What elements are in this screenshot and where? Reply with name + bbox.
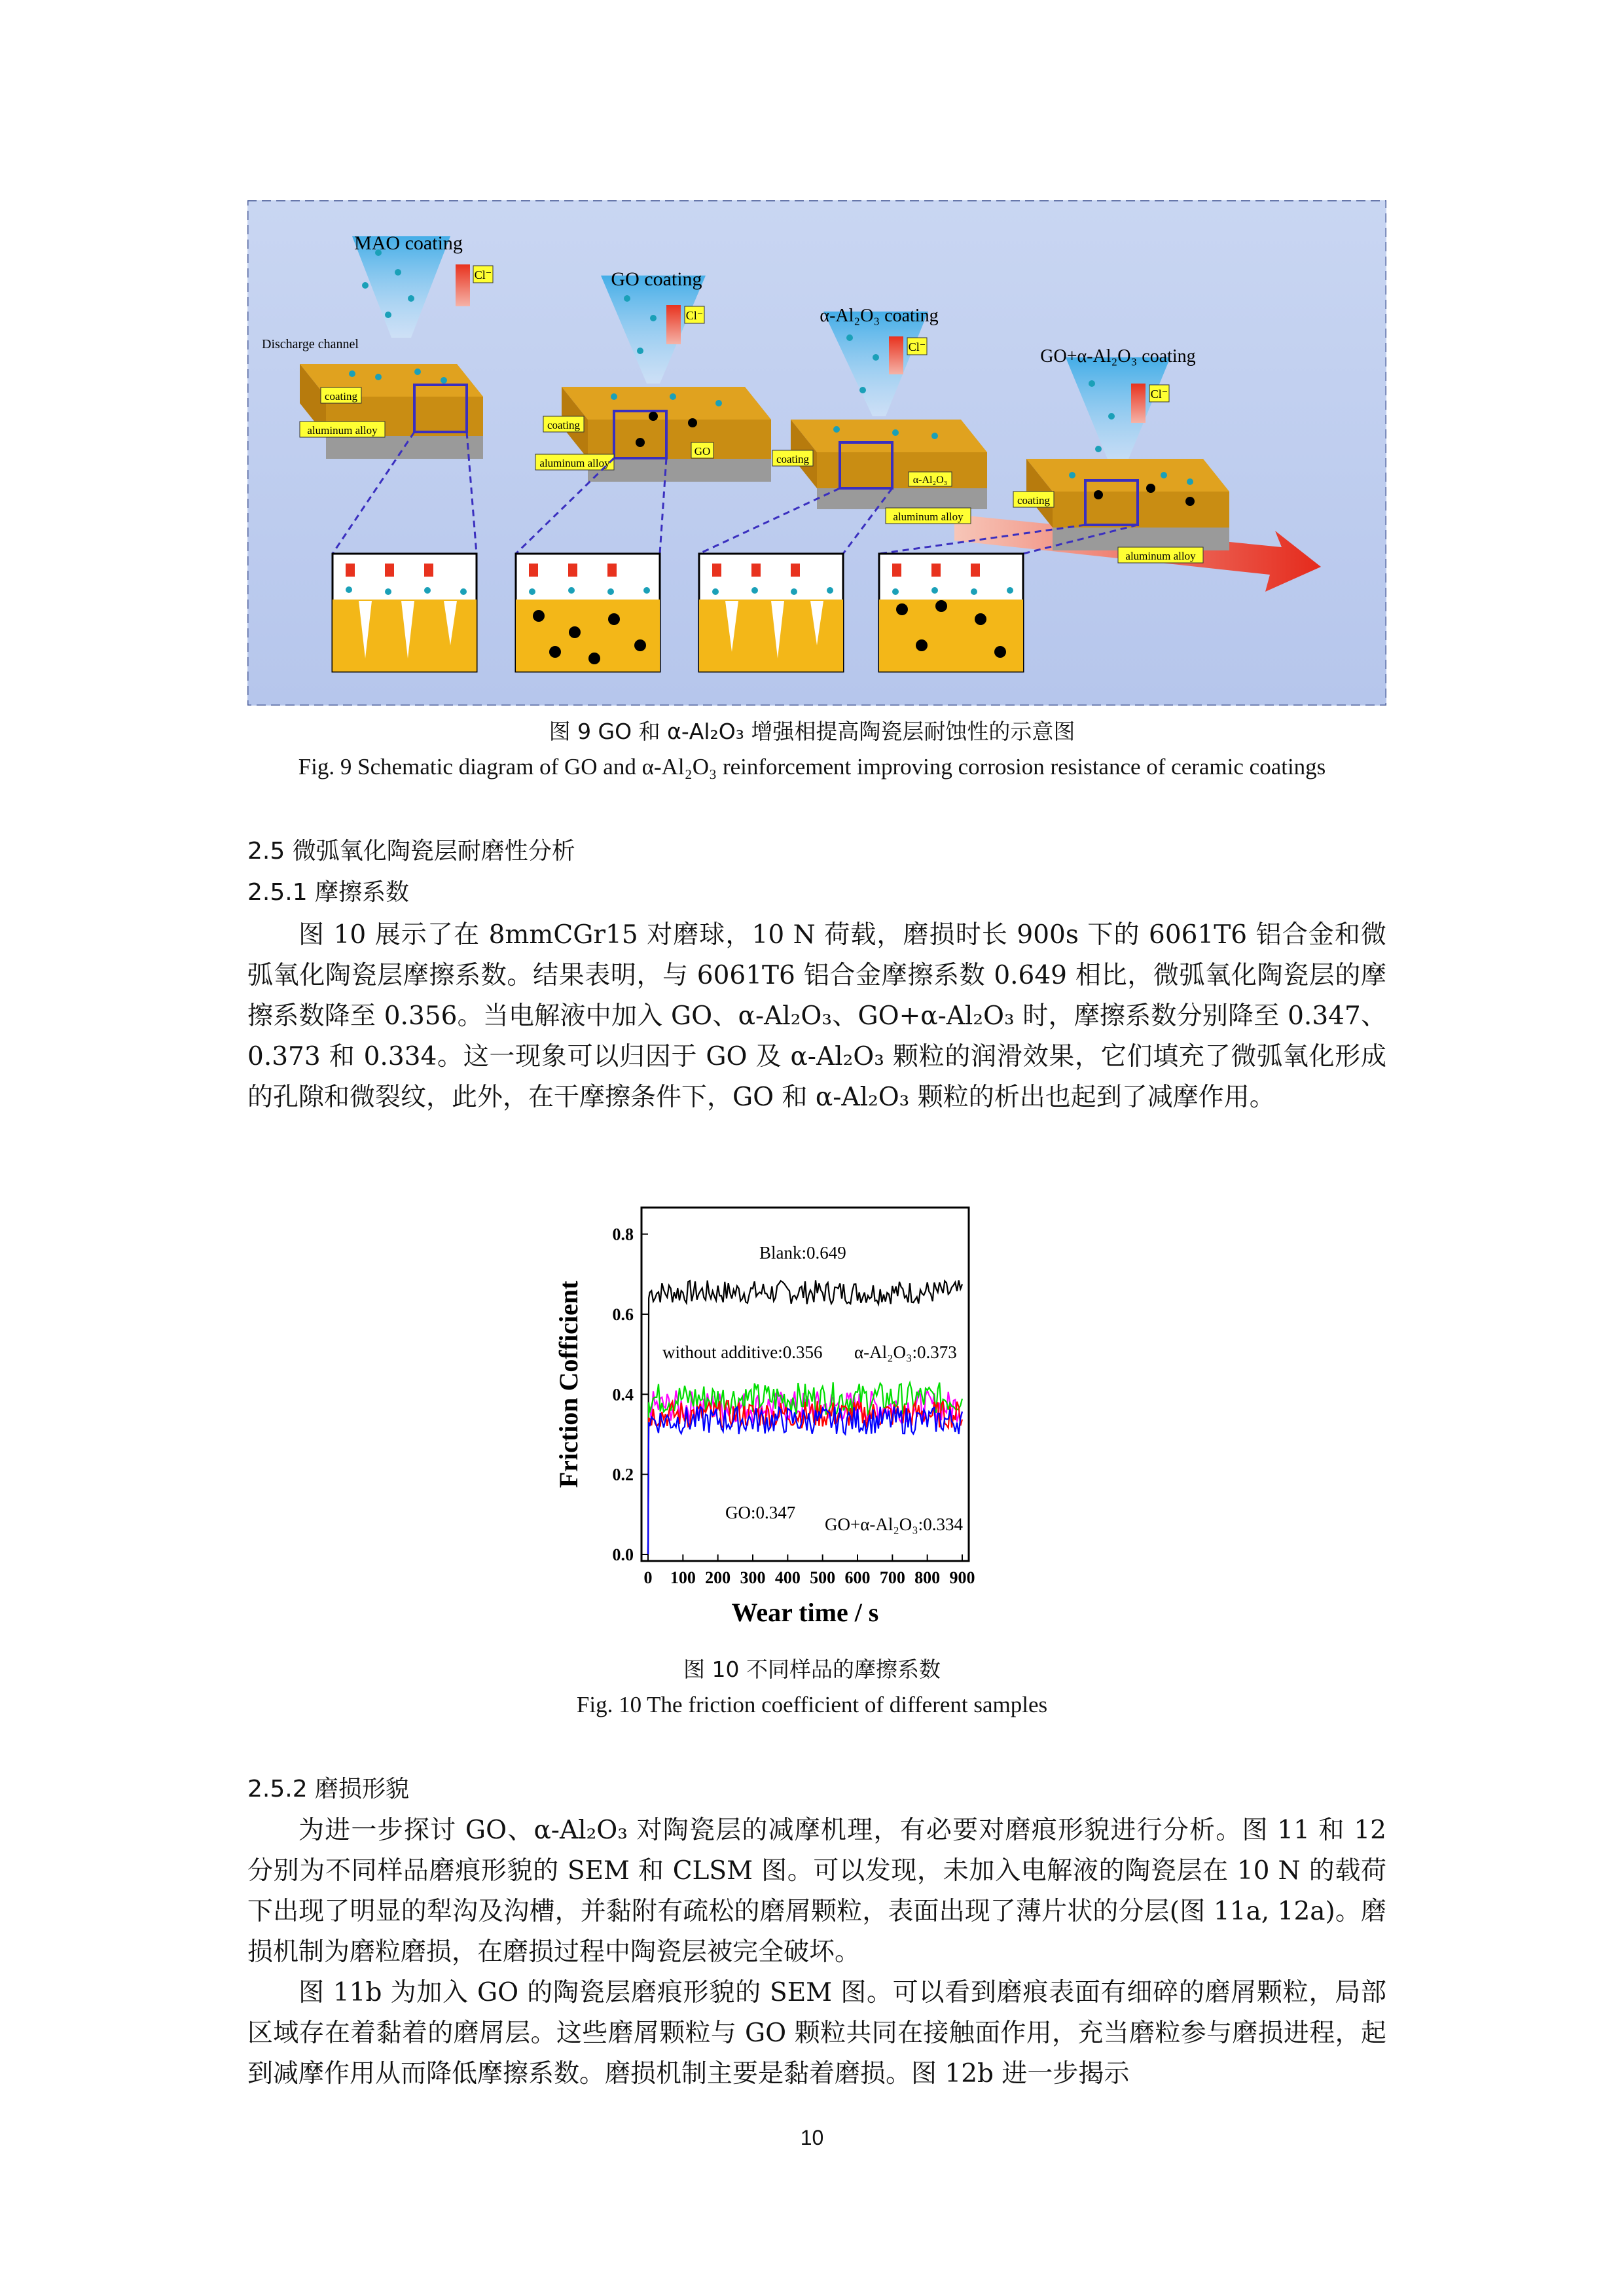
x-tick-label: 0: [643, 1568, 653, 1587]
label-blank: Blank:0.649: [759, 1243, 846, 1263]
x-axis-label: Wear time / s: [731, 1598, 879, 1627]
x-tick-label: 300: [740, 1568, 766, 1587]
section-2-5-1-body: [247, 915, 1386, 1118]
cl-label-2: Cl⁻: [685, 309, 704, 322]
cl-label-3: Cl⁻: [908, 340, 926, 353]
paragraph-wear-2: 图 11b 为加入 GO 的陶瓷层磨痕形貌的 SEM 图。可以看到磨痕表面有细碎的磨屑颗粒，局部区域存在着黏着的磨屑层。这些磨屑颗粒与 GO 颗粒共同在接触面作用，充当磨粒参与磨损进程，起到减摩作用从而降低摩擦系数。磨损机制主要是黏着磨损。图 12b 进一步揭示: [247, 1978, 1386, 2089]
alloy-label-1: aluminum alloy: [307, 424, 378, 437]
section-2-5-1-heading: 2.5.1 摩擦系数: [247, 879, 410, 906]
figure-9-schematic: [247, 200, 1386, 706]
alloy-label-3: aluminum alloy: [893, 511, 964, 523]
label-al2o3: α-Al₂O₃:0.373: [854, 1342, 957, 1362]
y-tick-label: 0.0: [612, 1545, 634, 1564]
x-tick-label: 400: [774, 1568, 801, 1587]
cl-label-1: Cl⁻: [474, 268, 492, 281]
alloy-label-4: aluminum alloy: [1125, 550, 1196, 562]
label-al2o3-coating: α-Al₂O₃ coating: [820, 306, 939, 326]
zoom-panel-mao: [333, 554, 477, 672]
y-tick-label: 0.8: [612, 1225, 634, 1244]
figure-10-caption-en: Fig. 10 The friction coefficient of different samples: [576, 1692, 1048, 1717]
paragraph-wear-1: 为进一步探讨 GO、α-Al₂O₃ 对陶瓷层的减摩机理，有必要对磨痕形貌进行分析。图 11 和 12 分别为不同样品磨痕形貌的 SEM 和 CLSM 图。可以发现，未加入电解液的陶瓷层在 10 N 的载荷下出现了明显的犁沟及沟槽，并黏附有疏松的磨屑颗粒，表面出现了薄片状的分层(图 11a, 12a)。磨损机制为磨粒磨损，在磨损过程中陶瓷层被完全破坏。: [247, 1816, 1386, 1967]
friction-chart: [556, 1201, 1080, 1633]
x-tick-label: 600: [844, 1568, 871, 1587]
figure-9-caption-cn: 图 9 GO 和 α-Al₂O₃ 增强相提高陶瓷层耐蚀性的示意图: [549, 719, 1075, 744]
x-tick-label: 100: [670, 1568, 696, 1587]
zoom-panel-go-al2o3: [879, 554, 1023, 672]
label-discharge-channel: Discharge channel: [262, 337, 359, 351]
x-tick-label: 700: [879, 1568, 905, 1587]
section-2-5-heading: 2.5 微弧氧化陶瓷层耐磨性分析: [247, 838, 575, 865]
label-without-additive: without additive:0.356: [662, 1342, 823, 1362]
figure-10: [556, 1201, 1080, 1633]
x-tick-label: 200: [705, 1568, 731, 1587]
coating-label-2: coating: [547, 419, 581, 431]
coating-label-4: coating: [1017, 494, 1051, 507]
paragraph-friction: 图 10 展示了在 8mmCGr15 对磨球，10 N 荷载，磨损时长 900s 下的 6061T6 铝合金和微弧氧化陶瓷层摩擦系数。结果表明，与 6061T6 铝合金摩擦系数 0.649 相比，微弧氧化陶瓷层的摩擦系数降至 0.356。当电解液中加入 GO、α-Al₂O₃、GO+α-Al₂O₃ 时，摩擦系数分别降至 0.347、0.373 和 0.334。这一现象可以归因于 GO 及 α-Al₂O₃ 颗粒的润滑效果，它们填充了微弧氧化形成的孔隙和微裂纹，此外，在干摩擦条件下，GO 和 α-Al₂O₃ 颗粒的析出也起到了减摩作用。: [247, 920, 1386, 1112]
label-go-al2o3: GO+α-Al₂O₃:0.334: [825, 1515, 963, 1534]
x-tick-label: 500: [810, 1568, 836, 1587]
zoom-panel-al2o3: [699, 554, 843, 672]
figure-9-caption-en: Fig. 9 Schematic diagram of GO and α-Al₂O₃ reinforcement improving corrosion resistance of ceramic coatings: [298, 754, 1326, 780]
cl-label-4: Cl⁻: [1150, 387, 1168, 401]
x-tick-label: 800: [914, 1568, 941, 1587]
x-tick-label: 900: [949, 1568, 975, 1587]
page-number: 10: [800, 2126, 824, 2149]
label-go-coating: GO coating: [611, 268, 702, 290]
go-tag-label: GO: [694, 445, 711, 457]
y-tick-label: 0.2: [612, 1465, 634, 1484]
al2o3-tag-label: α-Al₂O₃: [912, 475, 948, 486]
figure-10-caption-cn: 图 10 不同样品的摩擦系数: [683, 1657, 941, 1682]
label-go-al2o3-coating: GO+α-Al₂O₃ coating: [1040, 346, 1196, 367]
y-axis-label: Friction Cofficient: [556, 1280, 583, 1488]
label-mao-coating: MAO coating: [354, 232, 463, 254]
figure-9: [247, 200, 1386, 706]
coating-label-3: coating: [776, 453, 810, 465]
label-go: GO:0.347: [725, 1503, 796, 1522]
section-2-5-2-heading: 2.5.2 磨损形貌: [247, 1776, 410, 1803]
section-2-5-2-body: [247, 1810, 1386, 2094]
y-tick-label: 0.4: [612, 1385, 634, 1405]
coating-label-1: coating: [324, 390, 358, 403]
alloy-label-2: aluminum alloy: [539, 457, 610, 469]
y-tick-label: 0.6: [612, 1304, 634, 1324]
zoom-panel-go: [516, 554, 660, 672]
